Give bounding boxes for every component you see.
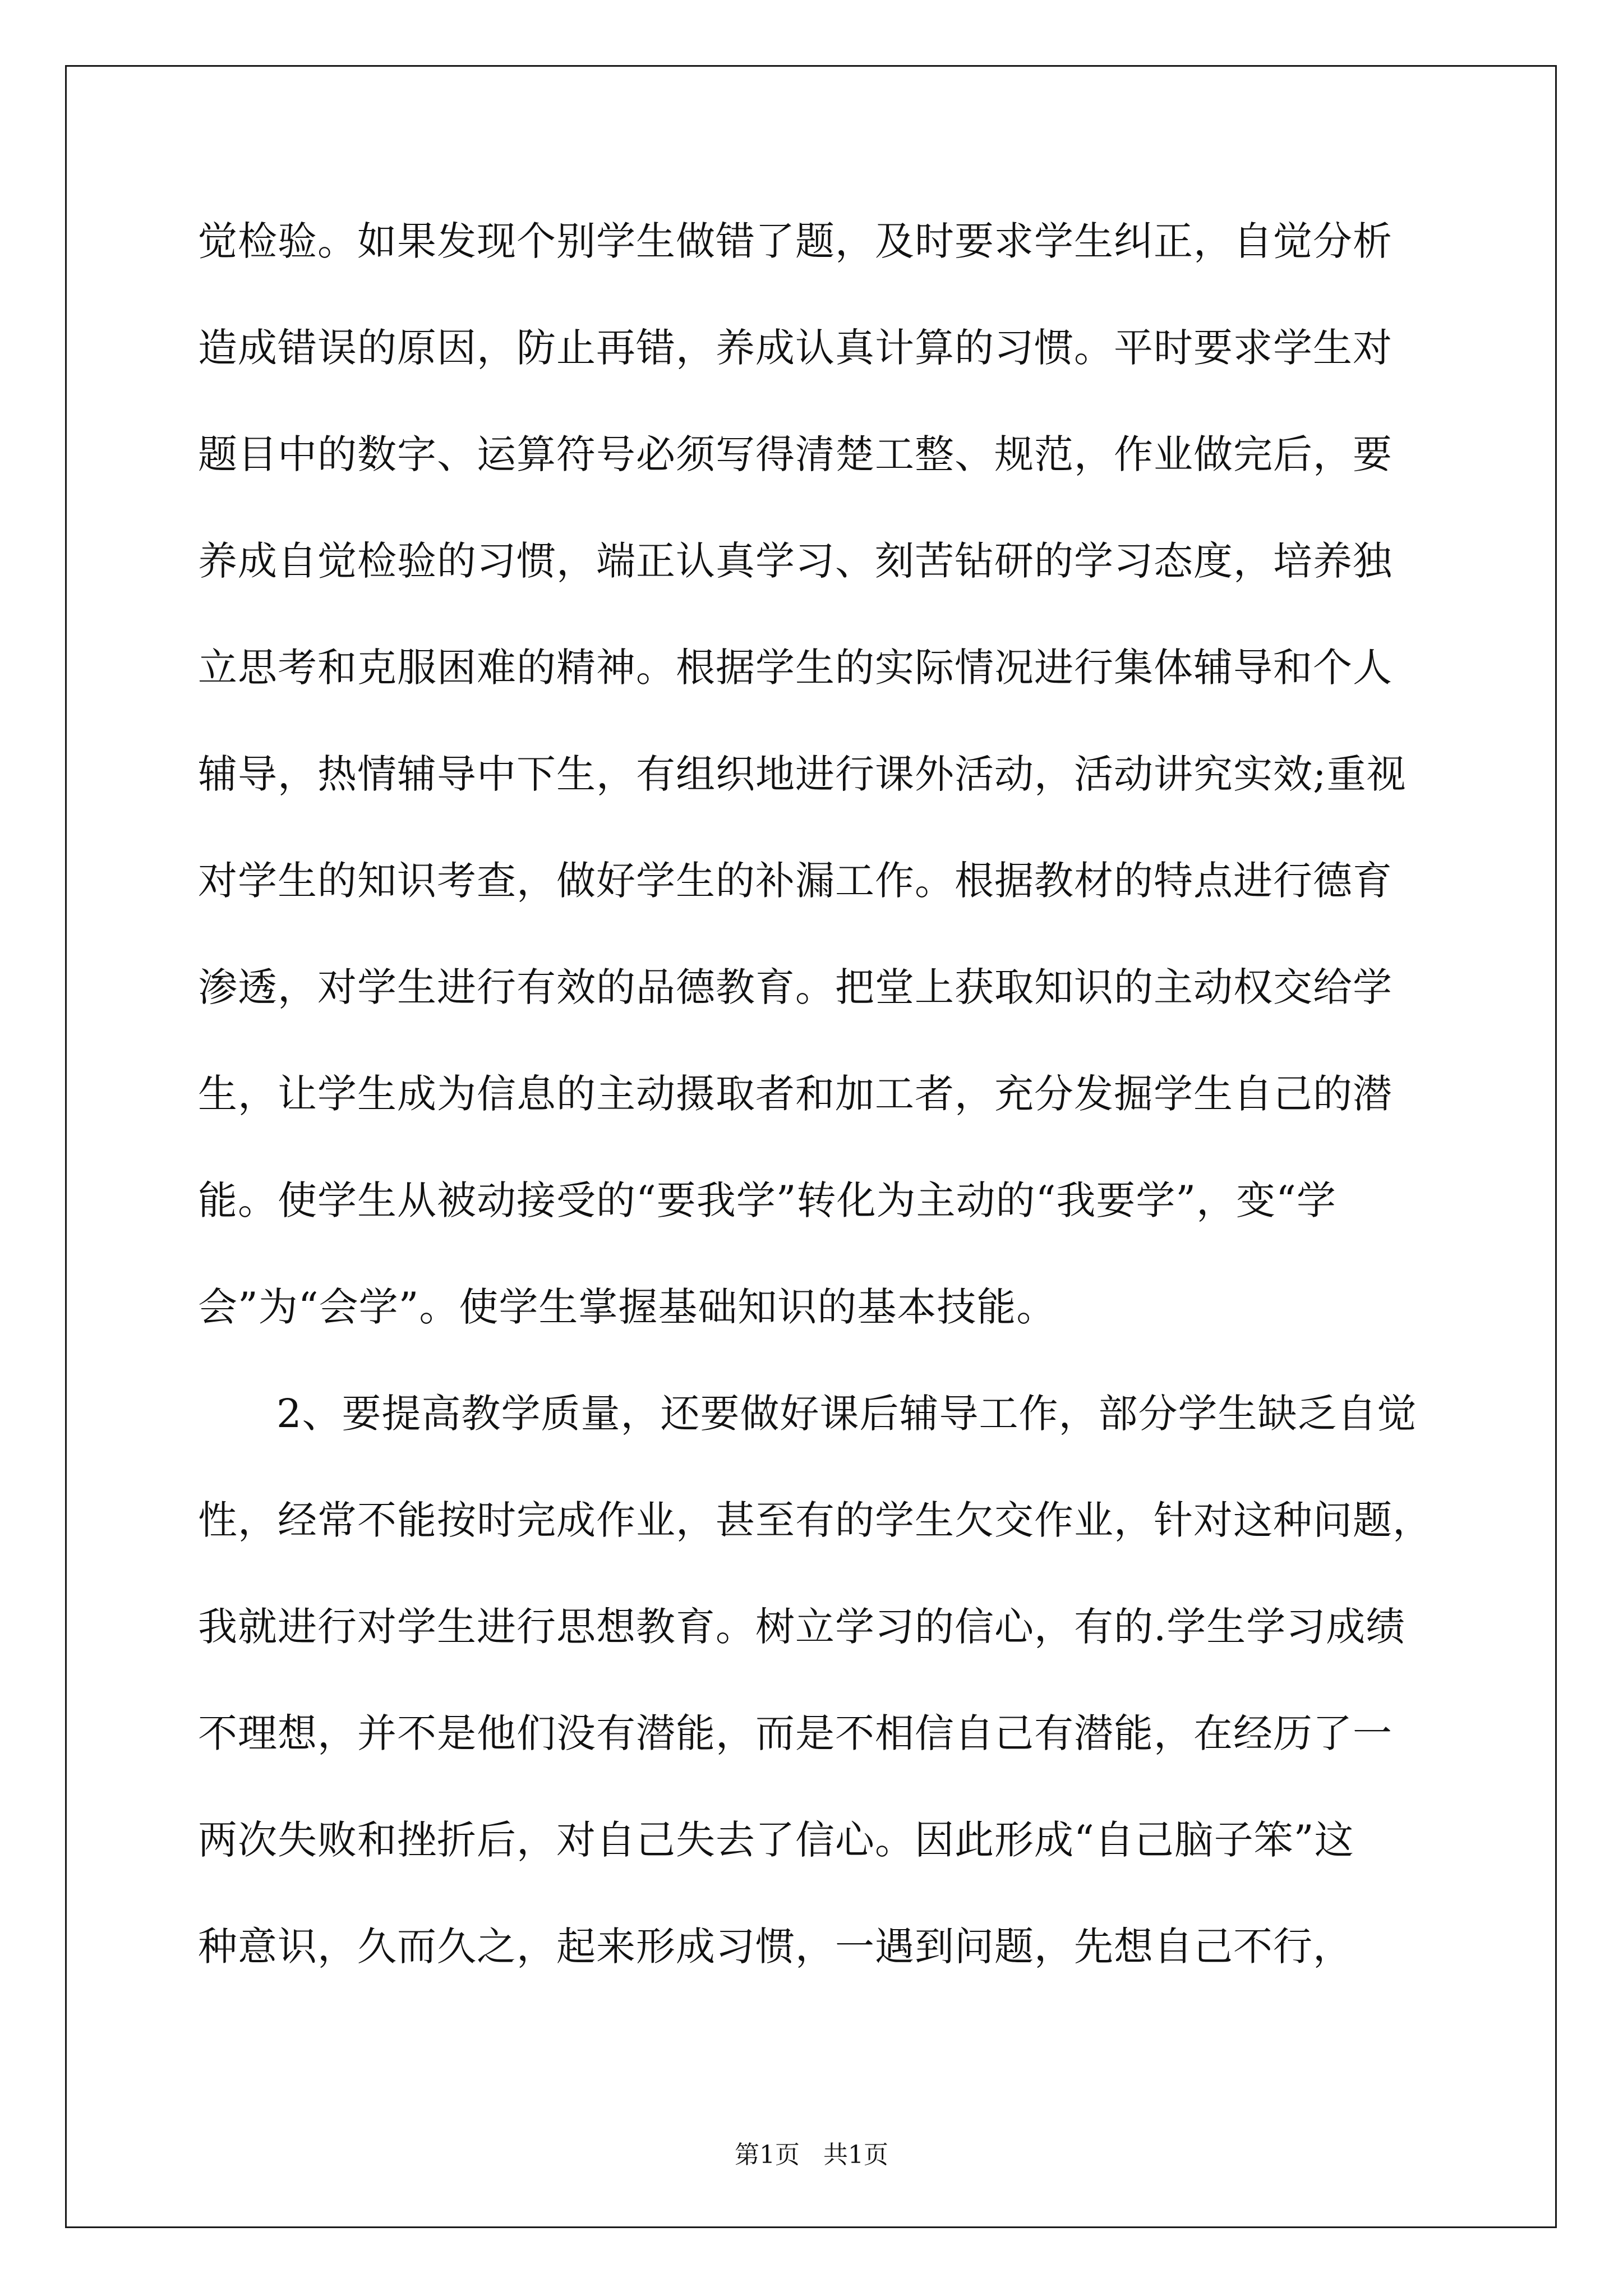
text-line: 性，经常不能按时完成作业，甚至有的学生欠交作业，针对这种问题， (198, 1497, 1432, 1543)
text-line: 两次失败和挫折后，对自己失去了信心。因此形成“自己脑子笨”这 (198, 1817, 1354, 1863)
text-line: 渗透，对学生进行有效的品德教育。把堂上获取知识的主动权交给学 (198, 964, 1393, 1010)
text-line: 辅导，热情辅导中下生，有组织地进行课外活动，活动讲究实效;重视 (198, 751, 1407, 797)
text-line: 对学生的知识考查，做好学生的补漏工作。根据教材的特点进行德育 (198, 858, 1393, 904)
text-line: 不理想，并不是他们没有潜能，而是不相信自己有潜能，在经历了一 (198, 1710, 1393, 1756)
text-line: 我就进行对学生进行思想教育。树立学习的信心，有的.学生学习成绩 (198, 1604, 1406, 1650)
text-line: 生，让学生成为信息的主动摄取者和加工者，充分发掘学生自己的潜 (198, 1071, 1393, 1117)
paragraph-start-line: 2、要提高教学质量，还要做好课后辅导工作，部分学生缺乏自觉 (276, 1391, 1417, 1437)
document-body (198, 213, 1432, 2025)
text-line: 养成自觉检验的习惯，端正认真学习、刻苦钻研的学习态度，培养独 (198, 538, 1393, 584)
page-number-footer: 第1页 共1页 (735, 2141, 888, 2169)
text-line: 种意识，久而久之，起来形成习惯，一遇到问题，先想自己不行， (198, 1924, 1353, 1970)
text-line: 题目中的数字、运算符号必须写得清楚工整、规范，作业做完后，要 (198, 431, 1393, 477)
text-line: 觉检验。如果发现个别学生做错了题，及时要求学生纠正，自觉分析 (198, 218, 1393, 264)
text-line: 立思考和克服困难的精神。根据学生的实际情况进行集体辅导和个人 (198, 645, 1393, 691)
text-line: 造成错误的原因，防止再错，养成认真计算的习惯。平时要求学生对 (198, 325, 1393, 371)
text-line: 会”为“会学”。使学生掌握基础知识的基本技能。 (198, 1284, 1057, 1330)
text-line: 能。使学生从被动接受的“要我学”转化为主动的“我要学”，变“学 (198, 1177, 1336, 1223)
